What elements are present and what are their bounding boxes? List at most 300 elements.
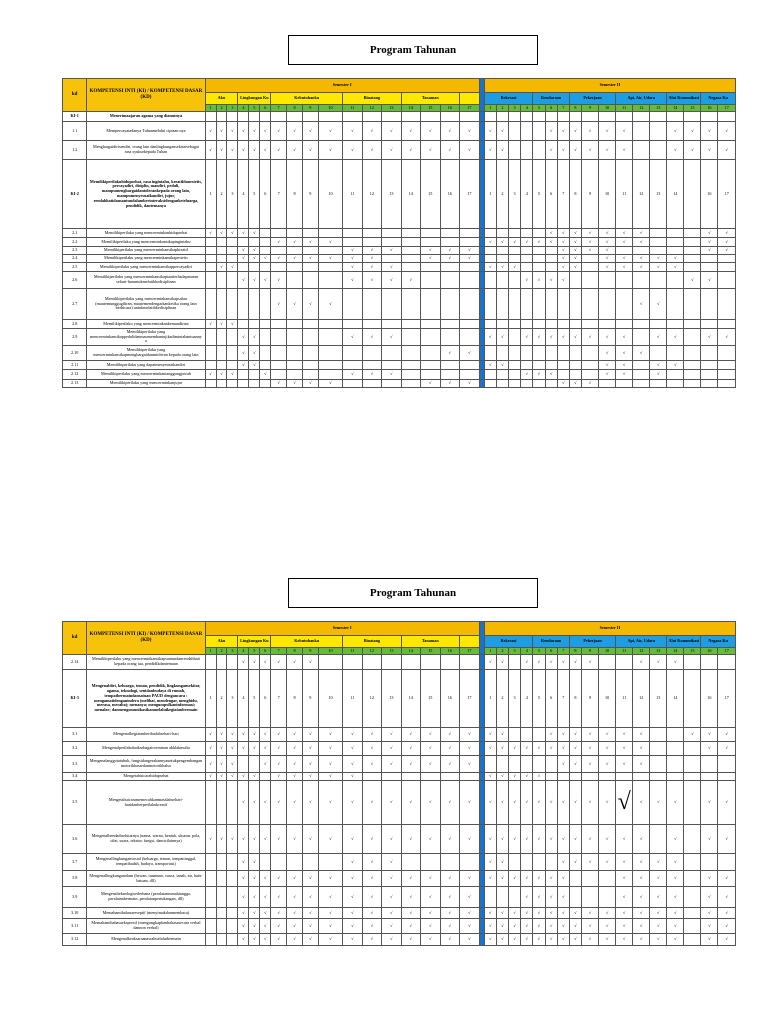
check-cell: √ [616, 908, 633, 919]
check-cell: √ [633, 229, 650, 238]
check-cell: √ [701, 141, 718, 160]
week-number: 4 [521, 105, 533, 112]
week-number: 12 [362, 160, 381, 229]
check-cell: √ [484, 854, 496, 871]
check-cell: √ [633, 825, 650, 854]
week-number: 14 [667, 648, 684, 655]
check-cell [701, 361, 718, 370]
check-cell: √ [362, 919, 381, 934]
check-cell [582, 112, 599, 122]
week-number: 8 [287, 160, 303, 229]
check-cell [496, 320, 508, 329]
table-row [63, 370, 736, 380]
check-cell [718, 380, 736, 388]
check-cell: √ [343, 122, 362, 141]
theme-header: Binatang [343, 93, 401, 105]
week-number: 17 [460, 670, 480, 728]
week-number: 13 [382, 648, 401, 655]
check-cell: √ [484, 263, 496, 272]
check-cell: √ [382, 329, 401, 346]
week-number: 17 [718, 648, 736, 655]
check-cell [569, 289, 581, 320]
kd-code: 2.12 [63, 370, 87, 380]
check-cell: √ [343, 781, 362, 825]
check-cell [582, 255, 599, 263]
check-cell: √ [227, 141, 238, 160]
check-cell [271, 320, 287, 329]
week-number: 7 [271, 670, 287, 728]
week-number: 11 [616, 160, 633, 229]
check-cell [582, 361, 599, 370]
check-cell [205, 272, 216, 289]
check-cell: √ [633, 887, 650, 908]
check-cell [509, 361, 521, 370]
check-cell: √ [557, 854, 569, 871]
check-cell [421, 329, 440, 346]
check-cell [718, 263, 736, 272]
check-cell [533, 756, 545, 773]
check-cell [260, 320, 271, 329]
check-cell [260, 329, 271, 346]
check-cell [287, 112, 303, 122]
check-cell [484, 370, 496, 380]
check-cell: √ [287, 122, 303, 141]
check-cell: √ [382, 247, 401, 255]
week-number: 2 [496, 648, 508, 655]
kd-code: 2.4 [63, 255, 87, 263]
check-cell [484, 112, 496, 122]
check-cell: √ [633, 655, 650, 670]
check-cell: √ [318, 871, 342, 887]
week-number: 5 [249, 648, 260, 655]
table-row [63, 263, 736, 272]
check-cell: √ [421, 742, 440, 756]
check-cell: √ [271, 655, 287, 670]
check-cell: √ [302, 380, 318, 388]
check-cell: √ [318, 887, 342, 908]
check-cell [205, 247, 216, 255]
check-cell: √ [496, 781, 508, 825]
week-number: 14 [667, 160, 684, 229]
check-cell: √ [701, 825, 718, 854]
check-cell [545, 289, 557, 320]
check-cell [440, 320, 459, 329]
check-cell: √ [421, 756, 440, 773]
check-cell [545, 247, 557, 255]
check-cell: √ [533, 329, 545, 346]
check-cell [287, 263, 303, 272]
table-row [63, 141, 736, 160]
check-cell [382, 255, 401, 263]
check-cell: √ [401, 908, 420, 919]
check-cell: √ [718, 871, 736, 887]
kd-code: 2.6 [63, 272, 87, 289]
check-cell [227, 887, 238, 908]
check-cell: √ [287, 825, 303, 854]
table-row [63, 825, 736, 854]
check-cell: √ [401, 756, 420, 773]
table-row [63, 871, 736, 887]
kd-description: Mengenalanggotatubuh, fungsidangerakannyauntukpengembangan motorikkasardanmotorikhalus [87, 756, 205, 773]
check-cell: √ [260, 272, 271, 289]
week-number: 15 [684, 648, 701, 655]
kd-table [62, 78, 736, 388]
check-cell: √ [287, 908, 303, 919]
check-cell: √ [421, 934, 440, 946]
kd-code: 2.10 [63, 346, 87, 361]
week-number: 1 [205, 105, 216, 112]
check-cell: √ [557, 825, 569, 854]
kd-description: Menerimaajaran agama yang dianutnya [87, 112, 205, 122]
check-cell [545, 756, 557, 773]
check-cell: √ [569, 238, 581, 247]
check-cell: √ [616, 361, 633, 370]
check-cell [460, 329, 480, 346]
check-cell [509, 756, 521, 773]
check-cell [440, 329, 459, 346]
check-cell [271, 329, 287, 346]
kd-code: 1.1 [63, 122, 87, 141]
check-cell [509, 289, 521, 320]
week-number: 11 [343, 160, 362, 229]
check-cell: √ [509, 742, 521, 756]
check-cell [318, 854, 342, 871]
check-cell [684, 854, 701, 871]
check-cell [667, 229, 684, 238]
check-cell: √ [484, 919, 496, 934]
week-number: 12 [362, 105, 381, 112]
check-cell: √ [684, 272, 701, 289]
check-cell: √ [343, 247, 362, 255]
check-cell [684, 289, 701, 320]
check-cell: √ [496, 728, 508, 742]
check-cell [382, 112, 401, 122]
check-cell: √ [616, 934, 633, 946]
check-cell [440, 361, 459, 370]
check-cell [318, 247, 342, 255]
check-cell: √ [484, 773, 496, 781]
check-cell: √ [440, 781, 459, 825]
week-number: 12 [633, 160, 650, 229]
check-cell: √ [271, 238, 287, 247]
check-cell [401, 263, 420, 272]
check-cell: √ [205, 728, 216, 742]
check-cell [650, 742, 667, 756]
check-cell [421, 361, 440, 370]
check-cell: √ [460, 122, 480, 141]
check-cell [533, 380, 545, 388]
check-cell [667, 272, 684, 289]
check-cell: √ [260, 655, 271, 670]
check-cell: √ [260, 908, 271, 919]
week-number: 15 [421, 648, 440, 655]
check-cell: √ [287, 728, 303, 742]
check-cell [684, 361, 701, 370]
check-cell: √ [343, 728, 362, 742]
check-cell [633, 380, 650, 388]
check-cell: √ [382, 871, 401, 887]
check-cell: √ [343, 934, 362, 946]
check-cell [484, 320, 496, 329]
check-cell [260, 263, 271, 272]
check-cell: √ [521, 919, 533, 934]
check-cell: √ [633, 781, 650, 825]
check-cell [271, 247, 287, 255]
check-cell [227, 871, 238, 887]
check-cell: √ [616, 854, 633, 871]
check-cell [569, 112, 581, 122]
check-cell: √ [650, 655, 667, 670]
week-number: 6 [260, 648, 271, 655]
check-cell: √ [557, 238, 569, 247]
check-cell [496, 289, 508, 320]
check-cell: √ [521, 655, 533, 670]
check-cell: √ [249, 781, 260, 825]
check-cell: √ [616, 871, 633, 887]
check-cell [718, 346, 736, 361]
check-cell: √ [545, 238, 557, 247]
check-cell [421, 272, 440, 289]
kd-table [62, 621, 736, 946]
check-cell: √ [569, 655, 581, 670]
check-cell: √ [616, 728, 633, 742]
kd-code: 2.1 [63, 229, 87, 238]
kd-description: Memilikiperilaku yang mencerminkantanggungjawab [87, 370, 205, 380]
check-cell [533, 112, 545, 122]
check-cell [421, 289, 440, 320]
check-cell: √ [718, 247, 736, 255]
check-cell [227, 255, 238, 263]
check-cell: √ [287, 773, 303, 781]
check-cell: √ [260, 141, 271, 160]
check-cell [650, 756, 667, 773]
week-number: 6 [545, 648, 557, 655]
table-row [63, 112, 736, 122]
check-cell [667, 346, 684, 361]
check-cell [569, 361, 581, 370]
check-cell [633, 361, 650, 370]
check-cell [557, 112, 569, 122]
check-cell: √ [569, 934, 581, 946]
kd-code: 3.7 [63, 854, 87, 871]
kd-description: Memilikiperilaku yang mencerminkankemandirian [87, 320, 205, 329]
check-cell [249, 320, 260, 329]
check-cell: √ [249, 908, 260, 919]
theme-header: Aku [205, 93, 238, 105]
check-cell: √ [582, 756, 599, 773]
check-cell [533, 255, 545, 263]
theme-header [460, 636, 480, 648]
check-cell [302, 854, 318, 871]
check-cell: √ [302, 934, 318, 946]
check-cell: √ [260, 728, 271, 742]
check-cell [582, 272, 599, 289]
week-number: 16 [440, 160, 459, 229]
check-cell [318, 320, 342, 329]
check-cell [667, 320, 684, 329]
check-cell [205, 238, 216, 247]
week-number: 16 [440, 648, 459, 655]
theme-header: Rekreasi [484, 93, 533, 105]
check-cell [271, 229, 287, 238]
table-row [63, 781, 736, 825]
check-cell [545, 263, 557, 272]
check-cell: √ [599, 825, 616, 854]
check-cell [260, 229, 271, 238]
check-cell [249, 238, 260, 247]
check-cell: √ [599, 238, 616, 247]
kd-code: 2.13 [63, 380, 87, 388]
week-number: 3 [227, 105, 238, 112]
check-cell: √ [484, 329, 496, 346]
check-cell: √ [216, 141, 227, 160]
check-cell: √ [557, 255, 569, 263]
week-number: 4 [238, 670, 249, 728]
check-cell [569, 773, 581, 781]
check-cell: √ [569, 141, 581, 160]
week-number: 10 [599, 670, 616, 728]
check-cell: √ [616, 825, 633, 854]
check-cell: √ [718, 887, 736, 908]
week-number: 2 [496, 670, 508, 728]
week-number: 4 [521, 648, 533, 655]
check-cell [650, 773, 667, 781]
week-number: 10 [318, 670, 342, 728]
check-cell [216, 247, 227, 255]
check-cell [718, 655, 736, 670]
check-cell: √ [557, 908, 569, 919]
check-cell [650, 247, 667, 255]
check-cell: √ [599, 370, 616, 380]
check-cell [216, 361, 227, 370]
check-cell: √ [599, 908, 616, 919]
check-cell [616, 380, 633, 388]
check-cell: √ [238, 742, 249, 756]
check-cell: √ [701, 781, 718, 825]
check-cell [509, 141, 521, 160]
check-cell: √ [701, 329, 718, 346]
check-cell: √ [302, 887, 318, 908]
table-row [63, 229, 736, 238]
check-cell: √ [421, 380, 440, 388]
check-cell: √ [287, 934, 303, 946]
check-cell [633, 247, 650, 255]
check-cell [302, 263, 318, 272]
kd-description: Memilikiperilaku yang mencerminkansikapsabar (mautemunggugiliran, mautemendengarkanketika orang lain berbicara) untukmelatihkedisiplinan [87, 289, 205, 320]
check-cell [509, 272, 521, 289]
check-cell: √ [440, 728, 459, 742]
check-cell [569, 272, 581, 289]
week-number: 9 [582, 670, 599, 728]
check-cell: √ [238, 255, 249, 263]
kd-description: Memilikiperilaku yang mencerminkansikappercayadiri [87, 263, 205, 272]
check-cell: √ [496, 361, 508, 370]
week-number: 17 [718, 670, 736, 728]
check-cell [460, 320, 480, 329]
check-cell [271, 112, 287, 122]
check-cell [260, 380, 271, 388]
check-cell: √ [484, 825, 496, 854]
kd-description: Memilikiperilaku yang mencerminkansikapkreatif [87, 247, 205, 255]
theme-header: Negara Ku [701, 93, 736, 105]
check-cell: √ [633, 756, 650, 773]
check-cell: √ [343, 825, 362, 854]
check-cell [509, 229, 521, 238]
check-cell: √ [569, 781, 581, 825]
check-cell: √ [249, 141, 260, 160]
check-cell [667, 370, 684, 380]
check-cell: √ [260, 781, 271, 825]
kd-code: 2.7 [63, 289, 87, 320]
check-cell: √ [362, 887, 381, 908]
theme-header: Pekerjaan [569, 93, 615, 105]
check-cell: √ [362, 247, 381, 255]
check-cell [362, 773, 381, 781]
check-cell: √ [401, 934, 420, 946]
check-cell [227, 361, 238, 370]
check-cell [382, 320, 401, 329]
check-cell: √ [362, 728, 381, 742]
check-cell: √ [718, 728, 736, 742]
check-cell [401, 320, 420, 329]
check-cell [599, 320, 616, 329]
week-number: 14 [401, 670, 420, 728]
check-cell [401, 329, 420, 346]
kd-description: Memilikiperilaku yang mencerminkansikapmenghargaidanmtoleran kepada orang lain [87, 346, 205, 361]
check-cell [509, 112, 521, 122]
check-cell: √ [318, 919, 342, 934]
check-cell: √ [249, 825, 260, 854]
check-cell: √ [401, 887, 420, 908]
check-cell [238, 112, 249, 122]
week-number: 14 [401, 648, 420, 655]
check-cell [287, 346, 303, 361]
check-cell [484, 346, 496, 361]
kd-description: Mengetahuicaramemecahkanmasalahsehari-haridanberperilakukreatif [87, 781, 205, 825]
check-cell: √ [533, 887, 545, 908]
week-number: 1 [484, 670, 496, 728]
check-cell [216, 272, 227, 289]
week-number: 4 [238, 648, 249, 655]
check-cell: √ [718, 238, 736, 247]
check-cell [205, 887, 216, 908]
kd-description: Memahamibahasareseptif (menyimakdanmembaca) [87, 908, 205, 919]
check-cell [260, 346, 271, 361]
kd-code: 3.8 [63, 871, 87, 887]
check-cell: √ [484, 908, 496, 919]
check-cell: √ [582, 742, 599, 756]
check-cell: √ [509, 934, 521, 946]
check-cell [318, 346, 342, 361]
check-cell [287, 370, 303, 380]
week-number: 10 [599, 105, 616, 112]
kd-description: Mengenalperilakubaiksebagaicerminan akhlakmulia [87, 742, 205, 756]
kd-code: KI-3 [63, 670, 87, 728]
check-cell [362, 380, 381, 388]
check-cell: √ [227, 370, 238, 380]
week-number: 12 [633, 648, 650, 655]
check-cell [496, 247, 508, 255]
check-cell: √ [421, 122, 440, 141]
check-cell: √ [545, 825, 557, 854]
check-cell: √ [521, 871, 533, 887]
check-cell [496, 255, 508, 263]
check-cell [401, 380, 420, 388]
week-number: 5 [249, 670, 260, 728]
check-cell: √ [667, 255, 684, 263]
check-cell: √ [205, 773, 216, 781]
check-cell [557, 773, 569, 781]
